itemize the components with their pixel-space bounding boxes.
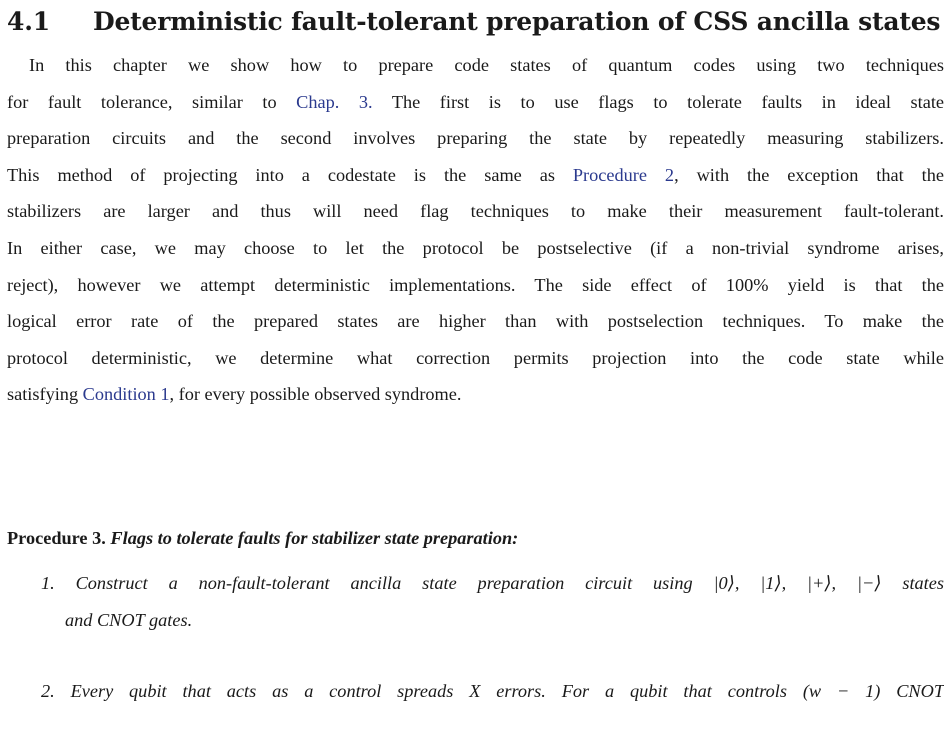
section-title: Deterministic fault-tolerant preparation of CSS ancilla states <box>93 7 941 36</box>
section-heading <box>7 7 940 36</box>
procedure-label: Procedure 3. <box>7 528 106 548</box>
procedure-heading <box>7 528 518 549</box>
paragraph-line: logical error rate of the prepared states are higher than with postselection techniques. To make the <box>7 311 944 332</box>
step-line: and CNOT gates. <box>65 609 193 630</box>
paragraph-line: stabilizers are larger and thus will need flag techniques to make their measurement fault-tolerant. <box>7 201 944 222</box>
paragraph-text: for fault tolerance, similar to <box>7 91 297 112</box>
paragraph-text: , with the exception that the <box>674 164 944 185</box>
chapter-3-link[interactable]: Chap. 3. <box>296 91 373 112</box>
step-line: 1. Construct a non-fault-tolerant ancilla state preparation circuit using |0⟩, |1⟩, |+⟩, |−⟩ states <box>41 573 944 593</box>
procedure-step-1 <box>41 565 944 638</box>
paragraph-text: , for every possible observed syndrome. <box>169 384 462 405</box>
paragraph-line: In this chapter we show how to prepare code states of quantum codes using two techniques <box>29 55 944 75</box>
procedure-2-link[interactable]: Procedure 2 <box>572 164 675 185</box>
paragraph-text: The first is to use flags to tolerate faults in ideal state <box>372 91 944 112</box>
condition-1-link[interactable]: Condition 1 <box>82 384 170 405</box>
paragraph-text: This method of projecting into a codestate is the same as <box>7 164 573 185</box>
paragraph-line: preparation circuits and the second involves preparing the state by repeatedly measuring stabilizers. <box>7 128 944 149</box>
paragraph-text: satisfying <box>7 384 83 405</box>
step-line: 2. Every qubit that acts as a control spreads X errors. For a qubit that controls (w − 1) CNOT <box>41 681 944 701</box>
paragraph-line: In either case, we may choose to let the protocol be postselective (if a non-trivial syndrome arises, <box>7 237 944 258</box>
paragraph-line: protocol deterministic, we determine what correction permits projection into the code state while <box>7 347 944 368</box>
paragraph-line <box>7 84 944 121</box>
procedure-step-2 <box>41 673 944 710</box>
paragraph-line: reject), however we attempt deterministic implementations. The side effect of 100% yield is that the <box>7 274 944 295</box>
procedure-title: Flags to tolerate faults for stabilizer state preparation: <box>110 528 519 548</box>
section-number: 4.1 <box>7 7 50 36</box>
paragraph-line <box>7 376 944 413</box>
paragraph-line <box>7 157 944 194</box>
intro-paragraph <box>7 47 944 413</box>
